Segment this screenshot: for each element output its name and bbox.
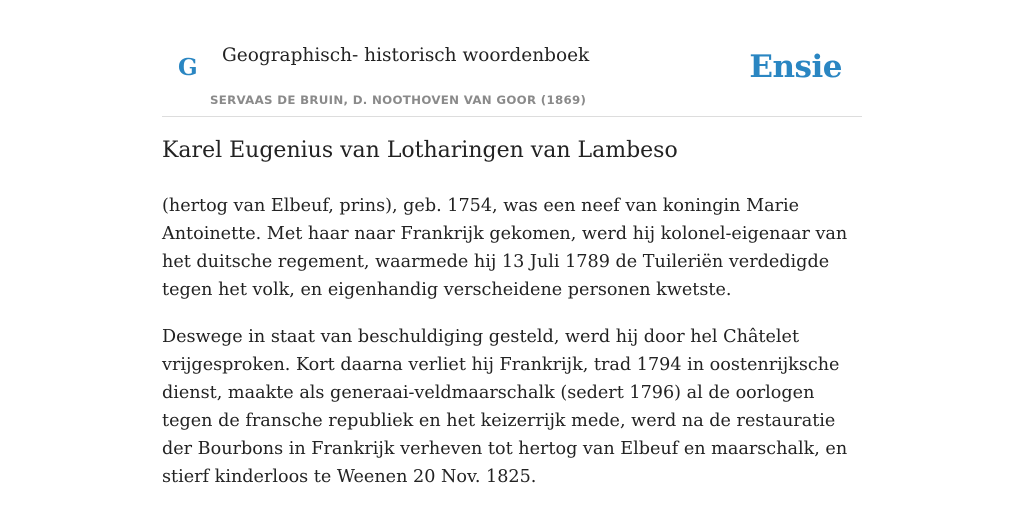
entry-paragraph: Deswege in staat van beschuldiging gesteld, werd hij door hel Châtelet vrijgesproken. Kort daarna verliet hij Frankrijk, trad 1794 in oostenrijksche dienst, maakte als generaai-veldmaarschalk (sedert 1796) al de oorlogen tegen de fransche republiek en het keizerrijk mede, werd na de restauratie der Bourbons in Frankrijk verheven tot hertog van Elbeuf en maarschalk, en stierf kinderloos te Weenen 20 Nov. 1825. xyxy=(162,327,848,487)
entry-title: Karel Eugenius van Lotharingen van Lambeso xyxy=(162,138,678,163)
page xyxy=(162,0,862,487)
book-title-link[interactable]: Geographisch- historisch woordenboek xyxy=(222,45,590,66)
source-header xyxy=(162,0,862,117)
book-logo-icon[interactable]: G xyxy=(178,54,198,81)
entry-body xyxy=(162,192,862,510)
ensie-logo-link[interactable]: Ensie xyxy=(749,49,842,85)
book-authors: SERVAAS DE BRUIN, D. NOOTHOVEN VAN GOOR (1869) xyxy=(210,93,587,107)
entry-paragraph: (hertog van Elbeuf, prins), geb. 1754, was een neef van koningin Marie Antoinette. Met haar naar Frankrijk gekomen, werd hij kolonel-eigenaar van het duitsche regement, waarmede hij 13 Juli 1789 de Tuileriën verdedigde tegen het volk, en eigenhandig verscheidene personen kwetste. xyxy=(162,196,848,300)
